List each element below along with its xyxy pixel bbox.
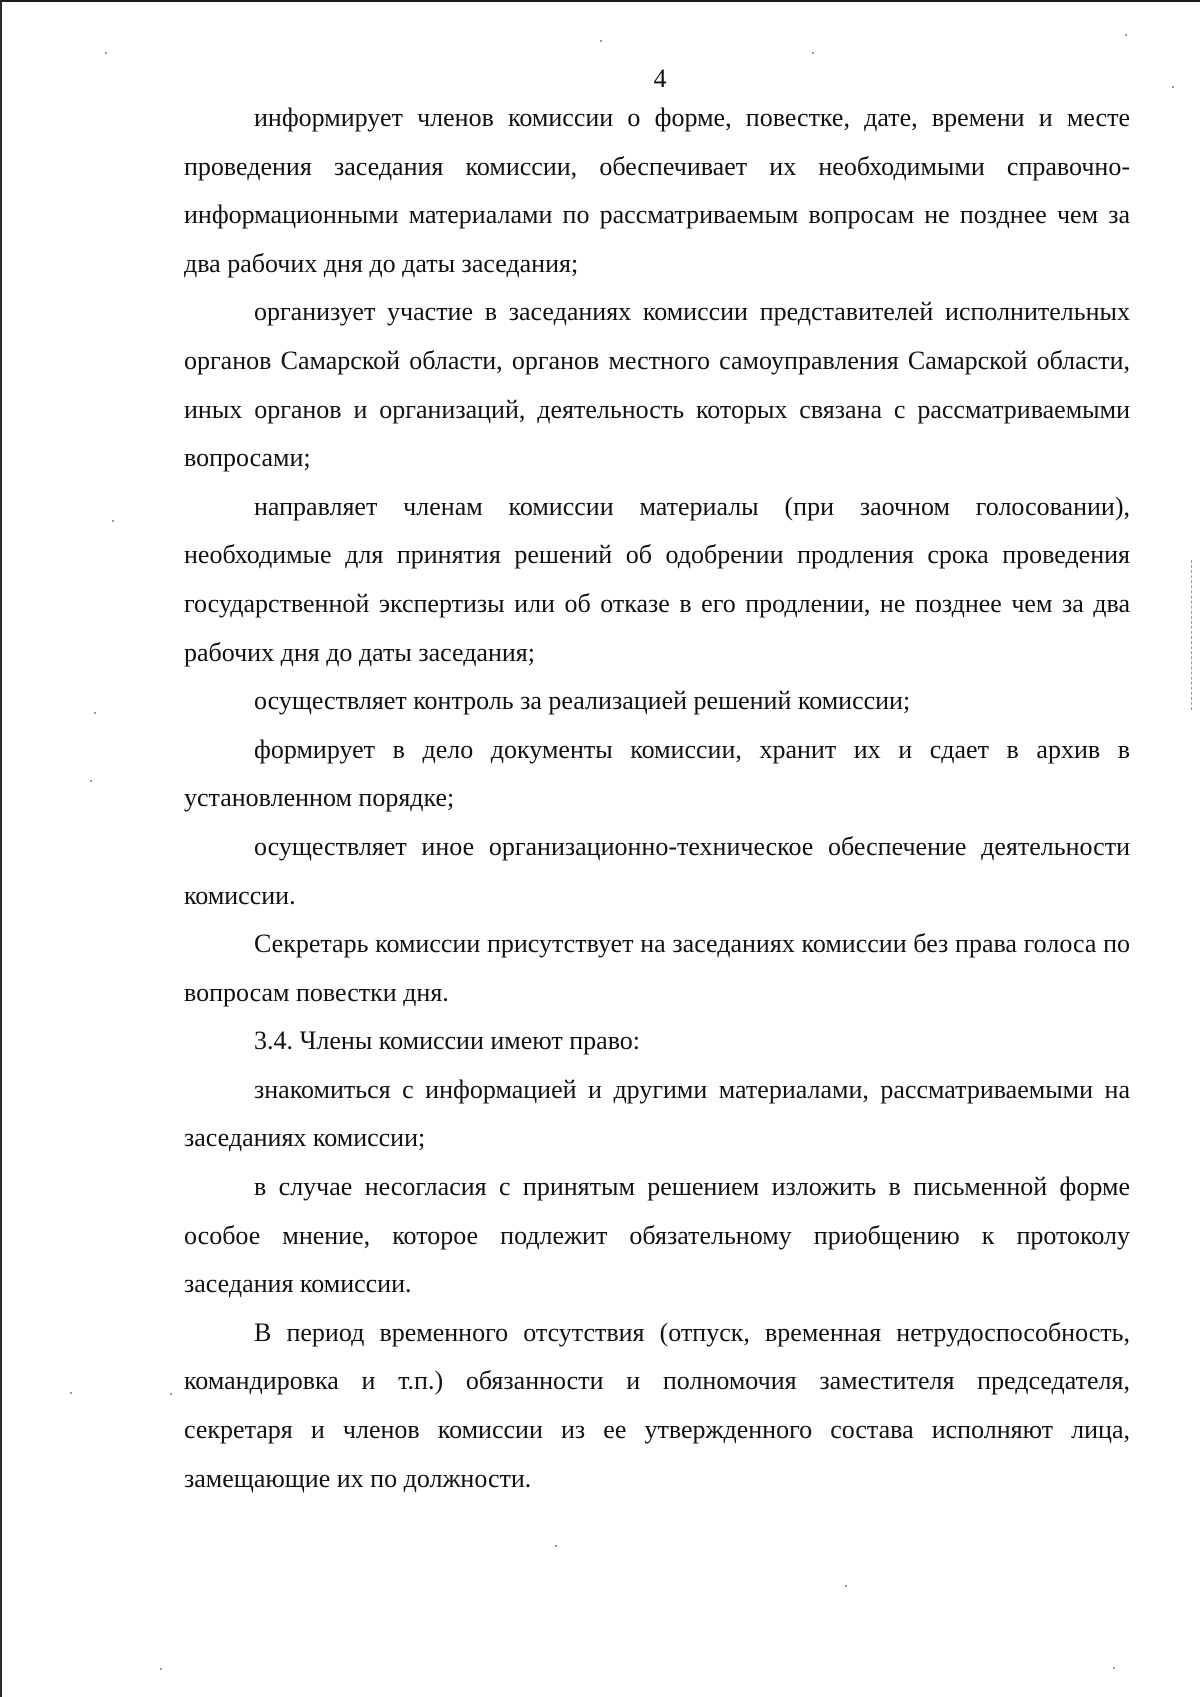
- scan-speck: [812, 52, 814, 54]
- scan-top-edge: [0, 0, 1200, 2]
- paragraph: информирует членов комиссии о форме, повестке, дате, времени и месте проведения заседания комиссии, обеспечивает их необходимыми справочно-информационными материалами по рассматриваемым вопросам не позднее чем за два рабочих дня до даты заседания;: [184, 103, 1130, 278]
- scan-speck: [1172, 86, 1174, 88]
- scan-speck: [105, 52, 107, 54]
- paragraph: знакомиться с информацией и другими материалами, рассматриваемыми на заседаниях комиссии;: [184, 1074, 1130, 1153]
- scan-speck: [555, 1545, 557, 1547]
- scan-speck: [94, 712, 96, 714]
- scan-right-edge: [1190, 560, 1192, 710]
- document-body: [184, 94, 1130, 1503]
- scan-speck: [90, 780, 92, 782]
- paragraph: В период временного отсутствия (отпуск, временная нетрудоспособность, командировка и т.п.) обязанности и полномочия заместителя председателя, секретаря и членов комиссии из ее утвержденного состава исполняют лица, замещающие их по должности.: [184, 1317, 1130, 1493]
- scan-speck: [1113, 1667, 1115, 1669]
- scan-speck: [112, 520, 114, 522]
- scan-speck: [1125, 34, 1127, 36]
- paragraph: Секретарь комиссии присутствует на заседаниях комиссии без права голоса по вопросам повестки дня.: [184, 929, 1130, 1007]
- paragraph: формирует в дело документы комиссии, хранит их и сдает в архив в установленном порядке;: [184, 734, 1130, 813]
- page-number: 4: [653, 64, 667, 93]
- paragraph: 3.4. Члены комиссии имеют право:: [254, 1026, 641, 1056]
- scan-speck: [70, 1392, 72, 1394]
- scan-speck: [600, 40, 602, 42]
- scan-left-edge: [0, 0, 2, 1697]
- paragraph: осуществляет контроль за реализацией решений комиссии;: [254, 686, 911, 716]
- paragraph: осуществляет иное организационно-техническое обеспечение деятельности комиссии.: [184, 831, 1130, 910]
- scan-speck: [160, 1668, 162, 1670]
- paragraph: направляет членам комиссии материалы (при заочном голосовании), необходимые для принятия решений об одобрении продления срока проведения государственной экспертизы или об отказе в его продлении, не позднее чем за два рабочих дня до даты заседания;: [184, 491, 1130, 667]
- scan-speck: [170, 1393, 172, 1395]
- paragraph: организует участие в заседаниях комиссии представителей исполнительных органов Самарской области, органов местного самоуправления Самарской области, иных органов и организаций, деятельность которых связана с рассматриваемыми вопросами;: [184, 297, 1130, 473]
- scan-speck: [845, 1585, 847, 1587]
- paragraph: в случае несогласия с принятым решением изложить в письменной форме особое мнение, которое подлежит обязательному приобщению к протоколу заседания комиссии.: [184, 1172, 1130, 1299]
